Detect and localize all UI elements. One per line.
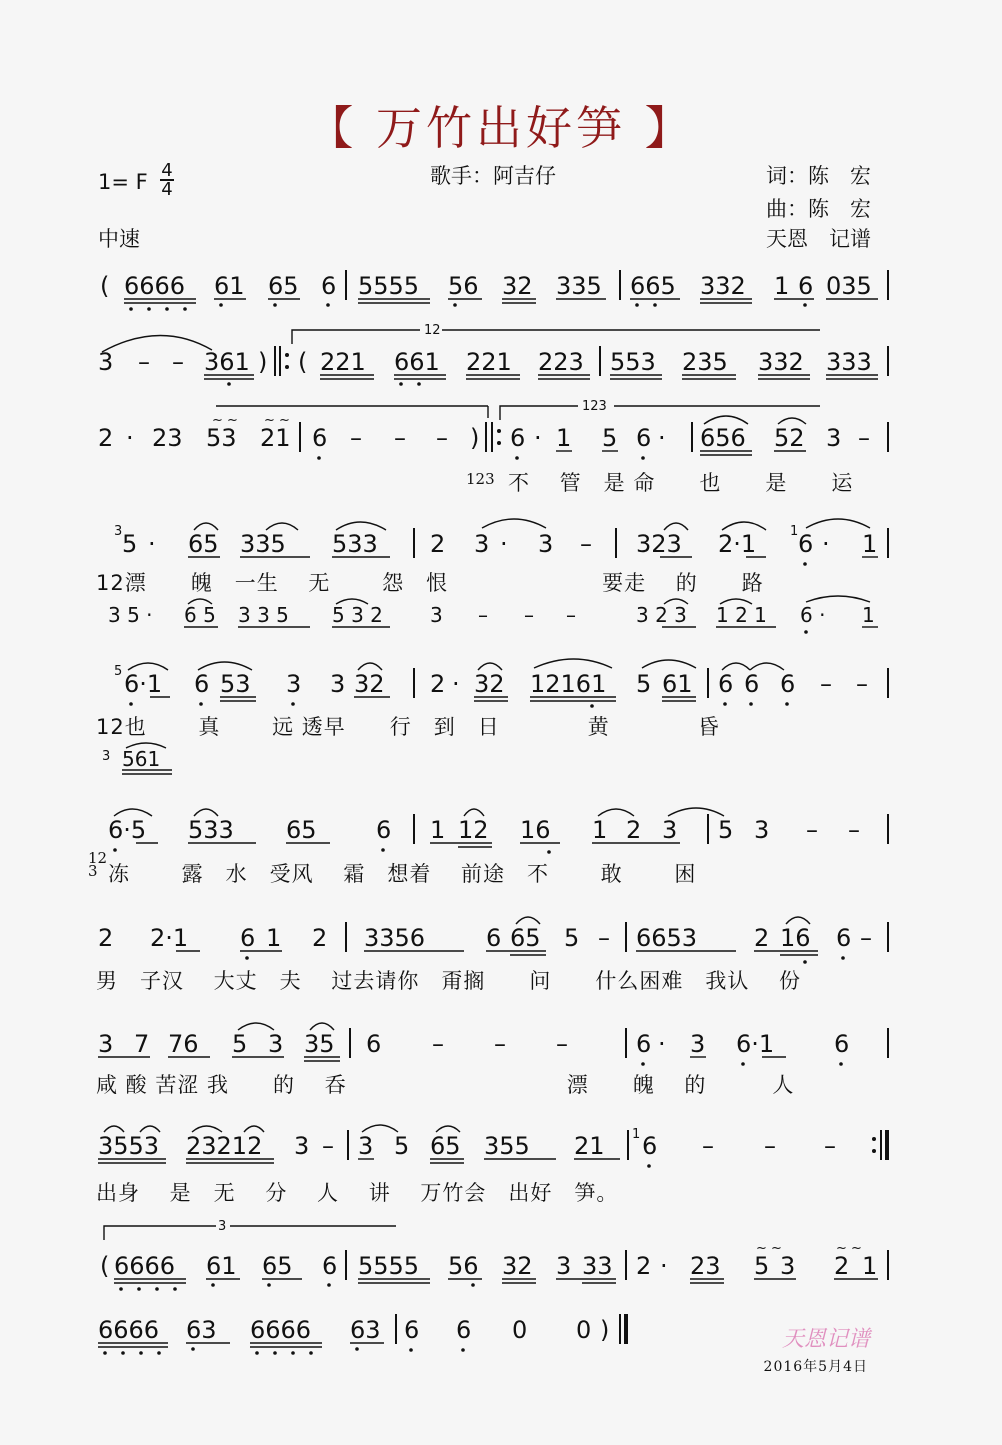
note-group: 65	[188, 530, 219, 558]
svg-text:2: 2	[430, 670, 446, 698]
svg-text:6: 6	[636, 1030, 652, 1058]
key-signature: 1= F	[98, 170, 148, 194]
lyric-line-4: 冻 露 水 受风 霜 想着 前途 不 敢 困	[108, 862, 697, 886]
svg-text:0: 0	[576, 1316, 592, 1344]
notation-row-3	[98, 399, 888, 460]
notation-row-4	[114, 519, 888, 566]
svg-text:–: –	[322, 1132, 334, 1160]
svg-text:–: –	[856, 670, 868, 698]
lyricist-credit: 词：陈 宏	[766, 164, 871, 188]
svg-text:6666: 6666	[114, 1252, 176, 1280]
note-group: 6666	[124, 272, 186, 300]
svg-text:23: 23	[690, 1252, 721, 1280]
note-group: 5555	[358, 272, 420, 300]
svg-text:–: –	[820, 670, 832, 698]
svg-text:5: 5	[636, 670, 652, 698]
note-group: 656	[700, 424, 746, 452]
svg-text:–: –	[436, 424, 448, 452]
svg-text:7: 7	[134, 1030, 150, 1058]
note-group: 1	[774, 272, 790, 300]
svg-text:6: 6	[486, 924, 502, 952]
svg-text:(: (	[100, 1252, 110, 1280]
svg-text:): )	[600, 1316, 610, 1344]
svg-text:32: 32	[354, 670, 385, 698]
svg-text:6: 6	[312, 424, 328, 452]
svg-text:6: 6	[194, 670, 210, 698]
svg-text:3: 3	[114, 524, 123, 539]
volta-bracket	[500, 406, 578, 420]
notation-row-1	[100, 270, 888, 311]
svg-text:6 5: 6 5	[184, 603, 216, 627]
lyric-line-7: 出身 是 无 分 人 讲 万竹会 出好 笋。	[96, 1181, 619, 1205]
note-group: 53	[206, 424, 237, 452]
transcriber-credit: 天恩 记谱	[766, 227, 871, 251]
svg-text:23212: 23212	[186, 1132, 263, 1160]
svg-text:·: ·	[148, 530, 156, 558]
svg-text:3: 3	[662, 816, 678, 844]
svg-text:63: 63	[350, 1316, 381, 1344]
note-group: 335	[240, 530, 286, 558]
svg-text:2: 2	[430, 530, 446, 558]
svg-text:3: 3	[538, 530, 554, 558]
svg-text:1: 1	[266, 924, 282, 952]
notation-row-6	[108, 808, 888, 854]
svg-text:·: ·	[452, 670, 460, 698]
svg-text:53: 53	[220, 670, 251, 698]
paren-open: (	[100, 272, 110, 300]
svg-text:6: 6	[834, 1030, 850, 1058]
svg-text:61: 61	[662, 670, 693, 698]
svg-text:3: 3	[268, 1030, 284, 1058]
svg-text:3356: 3356	[364, 924, 426, 952]
svg-text:6: 6	[376, 816, 392, 844]
svg-text:): )	[258, 348, 268, 376]
svg-text:–: –	[860, 924, 872, 952]
note-group: 223	[538, 348, 584, 376]
svg-text:6653: 6653	[636, 924, 698, 952]
note-group: 221	[320, 348, 366, 376]
svg-text:6·5: 6·5	[108, 816, 147, 844]
note-group: 361	[204, 348, 250, 376]
volta-bracket	[104, 1226, 216, 1240]
svg-text:6: 6	[798, 530, 814, 558]
note-group: 533	[332, 530, 378, 558]
svg-text:6 ·: 6 ·	[800, 603, 826, 627]
svg-text:76: 76	[168, 1030, 199, 1058]
svg-text:~ ~: ~ ~	[212, 413, 238, 428]
singer-credit: 歌手：阿吉仔	[430, 164, 556, 188]
svg-text:2: 2	[754, 924, 770, 952]
time-signature-bottom: 4	[161, 179, 173, 200]
svg-text:1: 1	[862, 1252, 878, 1280]
svg-text:3: 3	[294, 1132, 310, 1160]
note-group: 553	[610, 348, 656, 376]
volta-label: 123	[582, 399, 607, 414]
svg-text:3: 3	[430, 603, 443, 627]
svg-text:6: 6	[366, 1030, 382, 1058]
svg-text:1: 1	[430, 816, 446, 844]
svg-text:): )	[470, 424, 480, 452]
svg-text:–: –	[580, 530, 592, 558]
svg-text:·: ·	[534, 424, 542, 452]
svg-text:–: –	[556, 1030, 568, 1058]
svg-text:16: 16	[520, 816, 551, 844]
svg-text:–: –	[806, 816, 818, 844]
svg-text:3553: 3553	[98, 1132, 160, 1160]
svg-text:–: –	[172, 348, 184, 376]
lyric-line-5: 男 子汉 大丈 夫 过去请你 甭搁 问 什么困难 我认 份	[96, 969, 802, 993]
svg-text:–: –	[598, 924, 610, 952]
transcriber-stamp: 天恩记谱	[781, 1327, 870, 1352]
svg-text:·: ·	[660, 1252, 668, 1280]
svg-text:~ ~: ~ ~	[756, 1241, 782, 1256]
svg-text:–: –	[350, 424, 362, 452]
volta-bracket	[292, 330, 420, 344]
svg-text:6: 6	[322, 1252, 338, 1280]
svg-text:2: 2	[98, 924, 114, 952]
svg-text:0: 0	[512, 1316, 528, 1344]
svg-text:–: –	[138, 348, 150, 376]
svg-text:–: –	[432, 1030, 444, 1058]
verse-tag-bottom: 3	[88, 862, 98, 880]
svg-text:–: –	[848, 816, 860, 844]
svg-text:6: 6	[718, 670, 734, 698]
svg-text:6: 6	[744, 670, 760, 698]
svg-text:2: 2	[834, 1252, 850, 1280]
note-group: 323	[636, 530, 682, 558]
svg-text:12: 12	[458, 816, 489, 844]
svg-text:5: 5	[602, 424, 618, 452]
lyric-line-2: 12漂 魄 一生 无 怨 恨 要走 的 路	[96, 571, 764, 595]
note-group: 61	[214, 272, 245, 300]
svg-text:3: 3	[556, 1252, 572, 1280]
svg-text:3 3 5: 3 3 5	[238, 603, 289, 627]
svg-text:35: 35	[304, 1030, 335, 1058]
notation-row-2	[98, 323, 888, 386]
svg-text:–: –	[524, 603, 534, 627]
svg-text:33: 33	[582, 1252, 613, 1280]
svg-text:6: 6	[456, 1316, 472, 1344]
svg-text:6·1: 6·1	[736, 1030, 775, 1058]
svg-text:2: 2	[98, 424, 114, 452]
svg-text:·: ·	[822, 530, 830, 558]
svg-text:1: 1	[556, 424, 572, 452]
svg-text:–: –	[764, 1132, 776, 1160]
svg-text:355: 355	[484, 1132, 530, 1160]
notation-row-7	[98, 917, 888, 964]
note-group: 035	[826, 272, 872, 300]
note-group: 333	[826, 348, 872, 376]
svg-text:–: –	[494, 1030, 506, 1058]
note-group: 332	[758, 348, 804, 376]
verse-tag: 123	[466, 470, 495, 488]
svg-text:–: –	[566, 603, 576, 627]
svg-text:1: 1	[632, 1127, 641, 1142]
lyric-line-6: 咸 酸 苦涩 我 的 呑 漂 魄 的 人	[96, 1073, 795, 1097]
svg-text:5: 5	[122, 530, 138, 558]
svg-text:2·1: 2·1	[150, 924, 189, 952]
svg-text:533: 533	[188, 816, 234, 844]
svg-text:6: 6	[404, 1316, 420, 1344]
note-group: 6	[798, 272, 814, 300]
note-group: 21	[260, 424, 291, 452]
note-group: 23	[152, 424, 183, 452]
svg-text:~ ~: ~ ~	[836, 1241, 862, 1256]
svg-text:61: 61	[206, 1252, 237, 1280]
note-group: 32	[502, 272, 533, 300]
tempo-marking: 中速	[98, 227, 140, 251]
note-group: 3	[98, 348, 114, 376]
svg-text:3: 3	[286, 670, 302, 698]
svg-text:6: 6	[240, 924, 256, 952]
note-group: 661	[394, 348, 440, 376]
notation-row-10	[100, 1219, 888, 1291]
svg-text:5: 5	[232, 1030, 248, 1058]
svg-text:1: 1	[862, 603, 875, 627]
note-group: 665	[630, 272, 676, 300]
svg-text:3: 3	[690, 1030, 706, 1058]
note-group: 2·1	[718, 530, 757, 558]
verse-tag	[88, 849, 108, 880]
note-group: 6	[321, 272, 337, 300]
svg-text:56: 56	[448, 1252, 479, 1280]
lyric-line-1: 不 管 是 命 也 是 运	[508, 471, 854, 495]
svg-text:·: ·	[500, 530, 508, 558]
svg-text:2: 2	[636, 1252, 652, 1280]
svg-text:·: ·	[126, 424, 134, 452]
svg-text:3: 3	[358, 1132, 374, 1160]
notation-row-9	[98, 1125, 887, 1168]
verse-tag-top: 12	[88, 849, 108, 867]
svg-text:5555: 5555	[358, 1252, 420, 1280]
notation-row-8	[98, 1023, 888, 1066]
svg-text:6: 6	[836, 924, 852, 952]
svg-text:1: 1	[790, 524, 799, 539]
svg-text:12161: 12161	[530, 670, 607, 698]
svg-text:3: 3	[330, 670, 346, 698]
svg-text:3 5 ·: 3 5 ·	[108, 603, 153, 627]
svg-text:65: 65	[430, 1132, 461, 1160]
svg-text:5: 5	[754, 1252, 770, 1280]
svg-text:2: 2	[626, 816, 642, 844]
composer-credit: 曲：陈 宏	[766, 197, 871, 221]
transcription-date: 2016年5月4日	[763, 1359, 868, 1375]
svg-text:3: 3	[780, 1252, 796, 1280]
svg-text:3: 3	[474, 530, 490, 558]
svg-text:5 3 2: 5 3 2	[332, 603, 383, 627]
song-title: 【 万竹出好笋 】	[307, 101, 695, 155]
svg-text:–: –	[858, 424, 870, 452]
note-group: 52	[774, 424, 805, 452]
svg-text:21: 21	[574, 1132, 605, 1160]
svg-text:6: 6	[780, 670, 796, 698]
svg-text:65: 65	[262, 1252, 293, 1280]
svg-text:~ ~: ~ ~	[264, 413, 290, 428]
svg-text:1 2 1: 1 2 1	[716, 603, 767, 627]
svg-text:·: ·	[658, 424, 666, 452]
svg-text:65: 65	[286, 816, 317, 844]
svg-text:3: 3	[102, 749, 111, 764]
svg-text:–: –	[702, 1132, 714, 1160]
time-signature-top: 4	[161, 160, 173, 181]
volta-label: 3	[218, 1219, 227, 1234]
note-group: 65	[268, 272, 299, 300]
svg-text:1: 1	[592, 816, 608, 844]
svg-text:–: –	[478, 603, 488, 627]
svg-text:16: 16	[780, 924, 811, 952]
svg-text:5: 5	[718, 816, 734, 844]
tie	[102, 335, 212, 352]
note-group: 235	[682, 348, 728, 376]
note-group: 332	[700, 272, 746, 300]
note-group: 335	[556, 272, 602, 300]
svg-text:63: 63	[186, 1316, 217, 1344]
svg-text:6666: 6666	[98, 1316, 160, 1344]
volta-label: 12	[424, 323, 441, 338]
svg-text:1: 1	[862, 530, 878, 558]
svg-text:32: 32	[502, 1252, 533, 1280]
svg-text:–: –	[394, 424, 406, 452]
svg-text:3: 3	[754, 816, 770, 844]
svg-text:3 2 3: 3 2 3	[636, 603, 687, 627]
svg-text:6666: 6666	[250, 1316, 312, 1344]
svg-text:5: 5	[114, 664, 123, 679]
note-group: 56	[448, 272, 479, 300]
svg-text:561: 561	[122, 747, 161, 771]
svg-text:3: 3	[826, 424, 842, 452]
svg-text:6: 6	[510, 424, 526, 452]
svg-text:5: 5	[564, 924, 580, 952]
svg-text:6: 6	[636, 424, 652, 452]
notation-row-11	[98, 1314, 626, 1355]
svg-text:3: 3	[98, 1030, 114, 1058]
svg-text:6·1: 6·1	[124, 670, 163, 698]
svg-text:·: ·	[658, 1030, 666, 1058]
note-group: 221	[466, 348, 512, 376]
svg-text:2: 2	[312, 924, 328, 952]
svg-text:6: 6	[642, 1132, 658, 1160]
svg-text:(: (	[298, 348, 308, 376]
svg-text:5: 5	[394, 1132, 410, 1160]
lyric-line-3: 12也 真 远 透早 行 到 日 黄 昏	[96, 715, 720, 739]
svg-text:65: 65	[510, 924, 541, 952]
svg-text:32: 32	[474, 670, 505, 698]
svg-text:–: –	[824, 1132, 836, 1160]
notation-row-4b	[108, 596, 878, 634]
